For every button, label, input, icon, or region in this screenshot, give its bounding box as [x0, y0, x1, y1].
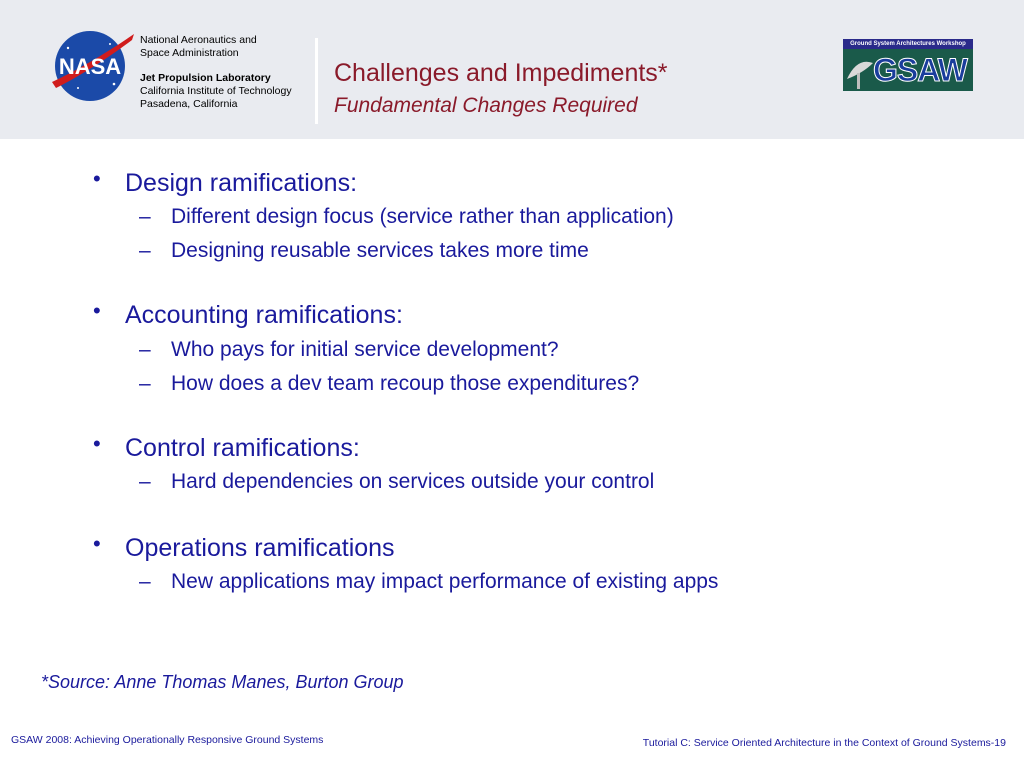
section-heading: Operations ramifications: [125, 534, 395, 562]
dash-icon: –: [139, 470, 151, 493]
bullet-icon: •: [93, 531, 101, 556]
section-heading: Control ramifications:: [125, 434, 360, 462]
org-line-2: Space Administration: [140, 47, 239, 59]
source-citation: *Source: Anne Thomas Manes, Burton Group: [41, 672, 404, 692]
list-item: Different design focus (service rather than application): [171, 205, 674, 228]
bullet-icon: •: [93, 431, 101, 456]
list-item: Hard dependencies on services outside your control: [171, 470, 655, 493]
org-line-1: National Aeronautics and: [140, 34, 257, 46]
nasa-logo-icon: [48, 30, 136, 102]
list-item: How does a dev team recoup those expenditures?: [171, 372, 640, 395]
jpl-name: Jet Propulsion Laboratory: [140, 72, 271, 84]
list-item: New applications may impact performance of existing apps: [171, 570, 719, 593]
dash-icon: –: [139, 338, 151, 361]
bullet-icon: •: [93, 298, 101, 323]
svg-text:NASA: NASA: [58, 54, 122, 79]
city-name: Pasadena, California: [140, 98, 238, 110]
list-item: Designing reusable services takes more time: [171, 239, 589, 262]
gsaw-logo-icon: [843, 39, 973, 91]
gsaw-logo-text: GSAW: [873, 52, 967, 88]
section-heading: Accounting ramifications:: [125, 301, 403, 329]
slide-subtitle: Fundamental Changes Required: [334, 94, 638, 117]
gsaw-band-text: Ground System Architectures Workshop: [843, 39, 973, 49]
dash-icon: –: [139, 570, 151, 593]
dash-icon: –: [139, 239, 151, 262]
bullet-icon: •: [93, 166, 101, 191]
section-heading: Design ramifications:: [125, 169, 358, 197]
list-item: Who pays for initial service development?: [171, 338, 559, 361]
footer-left: GSAW 2008: Achieving Operationally Responsive Ground Systems: [11, 734, 324, 746]
organization-block: [140, 34, 292, 111]
header-divider: [315, 38, 318, 124]
footer-right: Tutorial C: Service Oriented Architecture in the Context of Ground Systems-19: [642, 737, 1006, 749]
slide-title: Challenges and Impediments*: [334, 59, 668, 87]
caltech-name: California Institute of Technology: [140, 85, 292, 97]
dash-icon: –: [139, 372, 151, 395]
dash-icon: –: [139, 205, 151, 228]
slide-header: [0, 0, 1024, 139]
